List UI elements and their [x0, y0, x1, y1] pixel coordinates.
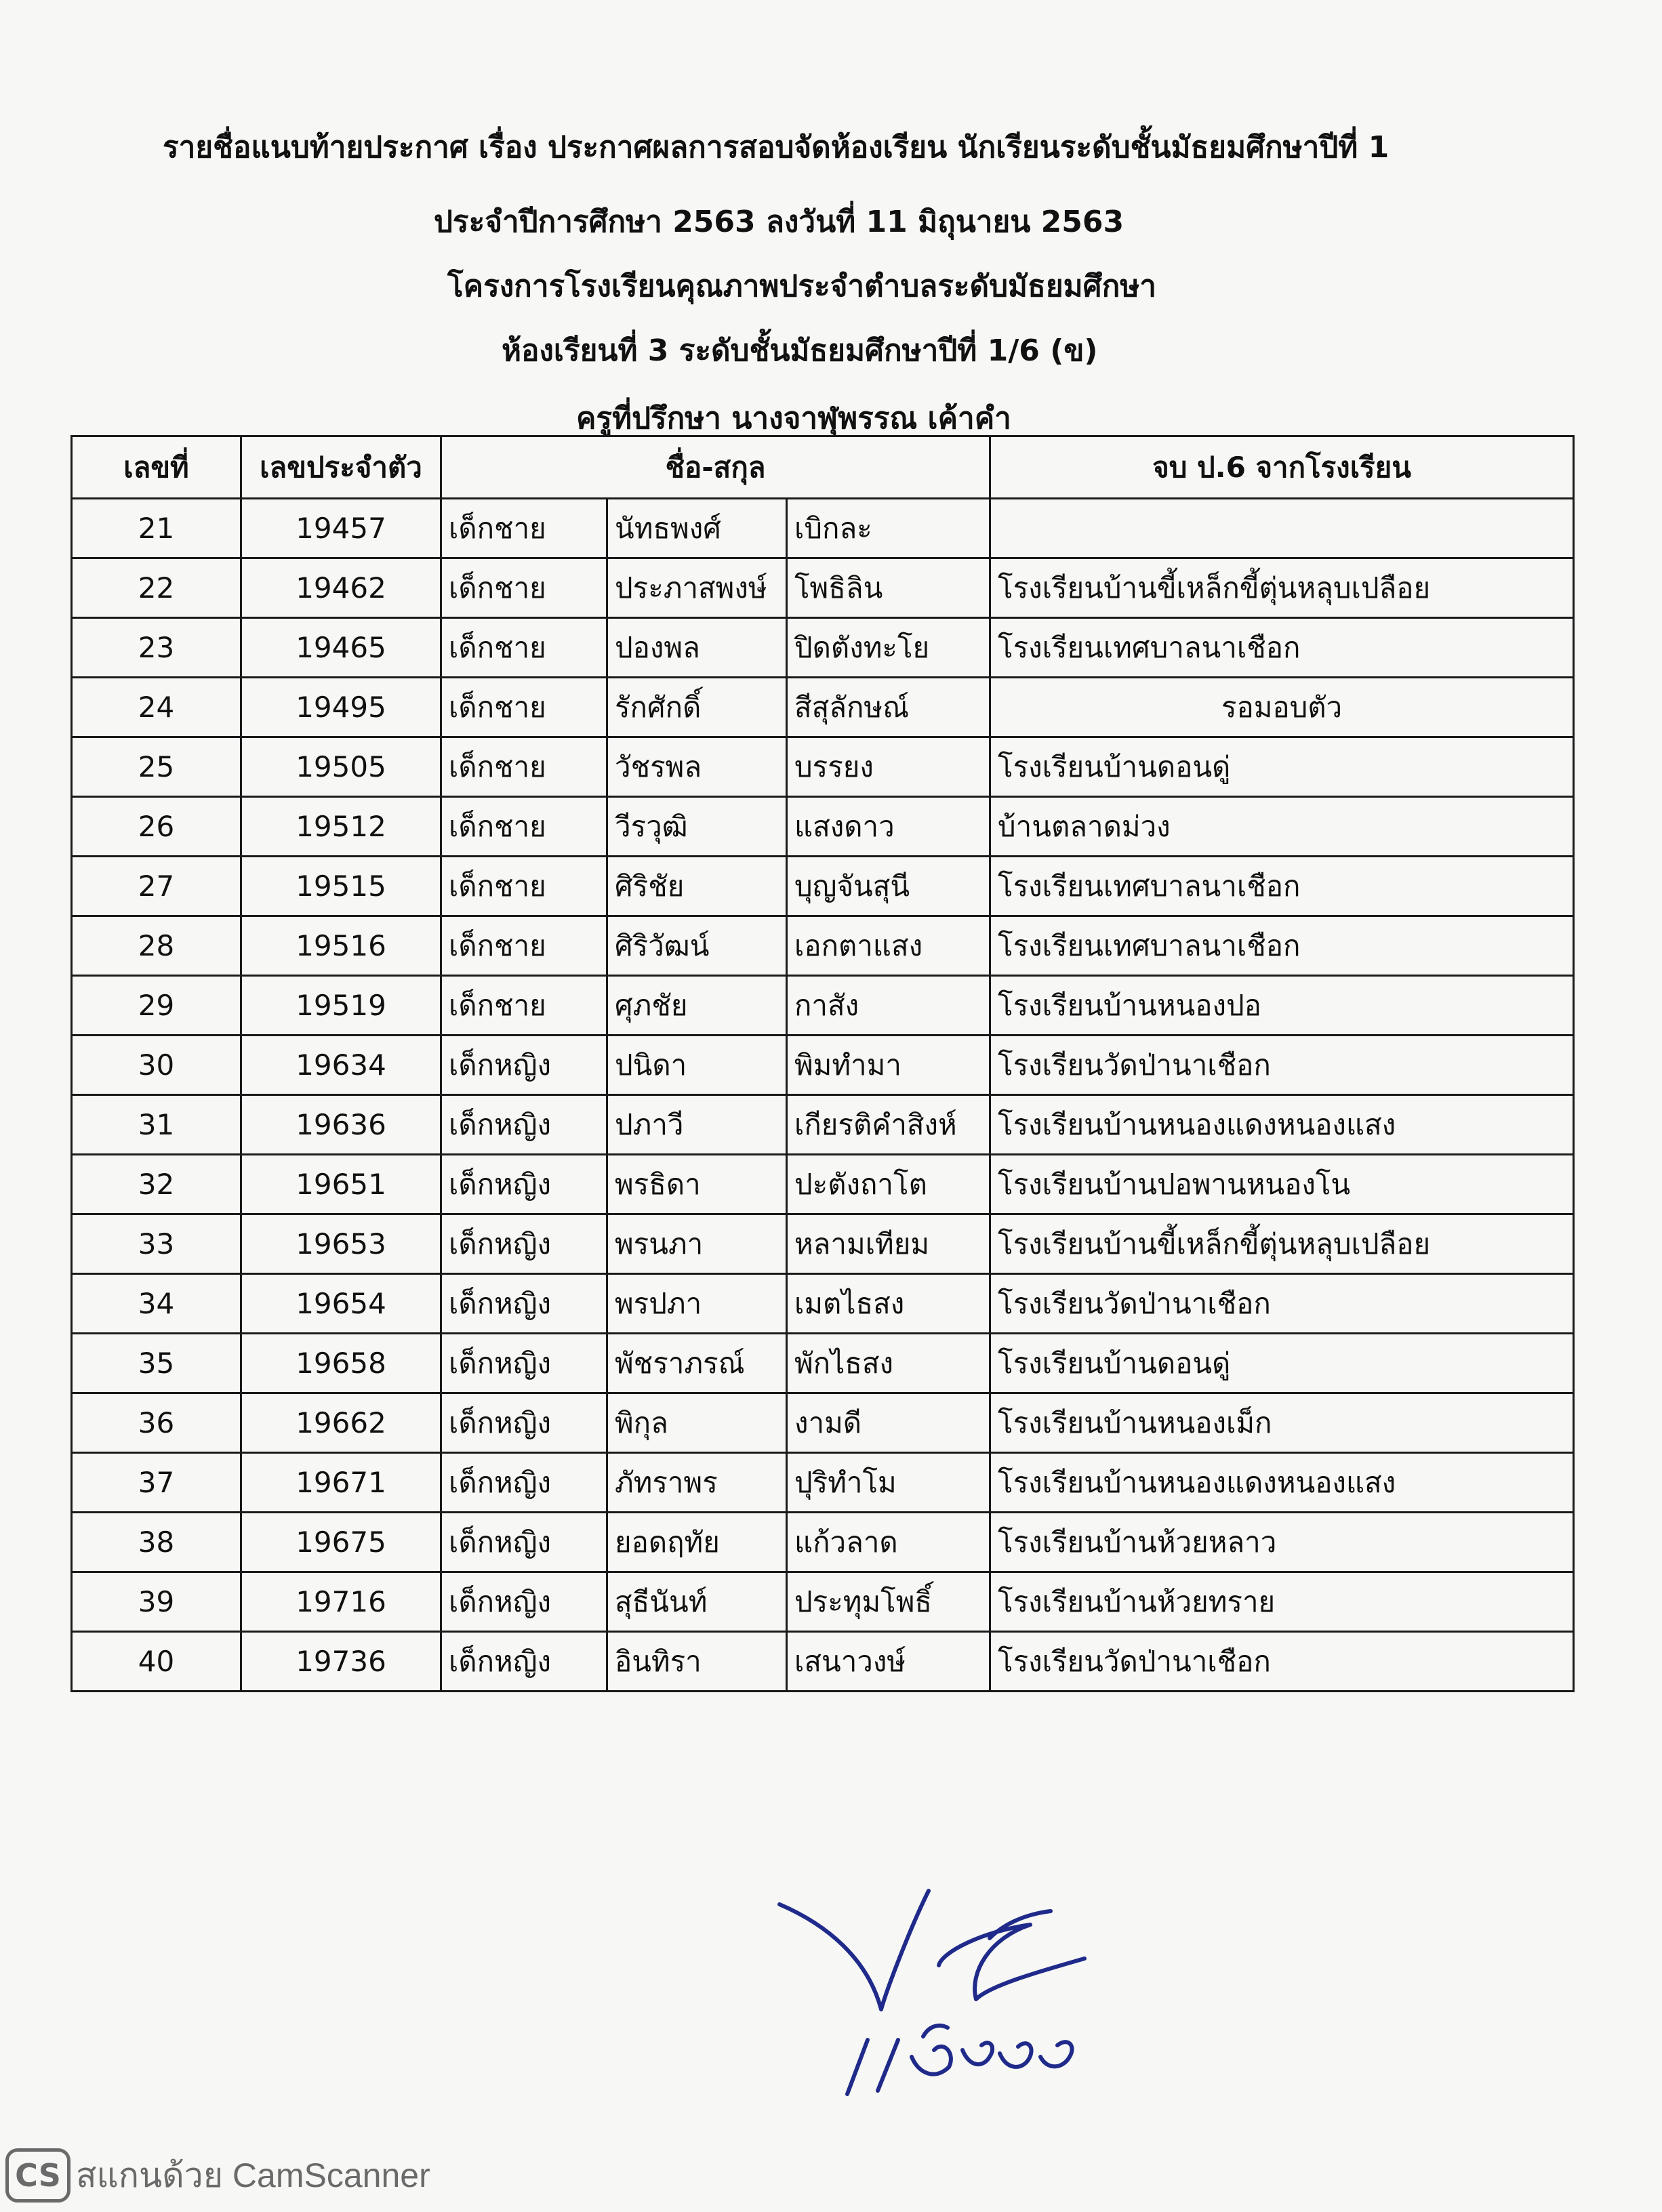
table-row	[72, 1453, 1574, 1513]
table-row	[72, 678, 1574, 737]
cell-first-name: ปนิดา	[607, 1036, 787, 1095]
table-row	[72, 857, 1574, 916]
cell-first-name: ศิริวัฒน์	[607, 916, 787, 976]
student-roster-table	[70, 435, 1575, 1692]
cell-title: เด็กหญิง	[441, 1632, 607, 1692]
cell-first-name: พรธิดา	[607, 1155, 787, 1214]
cell-student-id: 19651	[241, 1155, 441, 1214]
cell-first-name: ภัทราพร	[607, 1453, 787, 1513]
cell-student-id: 19636	[241, 1095, 441, 1155]
cell-school: โรงเรียนวัดป่านาเชือก	[990, 1632, 1574, 1692]
cell-title: เด็กชาย	[441, 499, 607, 558]
cell-title: เด็กหญิง	[441, 1453, 607, 1513]
cell-student-id: 19662	[241, 1393, 441, 1453]
cell-first-name: ศิริชัย	[607, 857, 787, 916]
cell-student-id: 19515	[241, 857, 441, 916]
cell-school	[990, 499, 1574, 558]
cell-last-name: สีสุลักษณ์	[787, 678, 990, 737]
cell-last-name: ปุริทำโม	[787, 1453, 990, 1513]
cell-title: เด็กชาย	[441, 797, 607, 857]
cell-first-name: พรปภา	[607, 1274, 787, 1334]
cell-title: เด็กหญิง	[441, 1095, 607, 1155]
table-header-row	[72, 436, 1574, 499]
cell-title: เด็กหญิง	[441, 1572, 607, 1632]
cell-last-name: กาสัง	[787, 976, 990, 1036]
cell-no: 40	[72, 1632, 241, 1692]
camscanner-watermark	[5, 2148, 430, 2203]
cell-student-id: 19462	[241, 558, 441, 618]
cell-first-name: รักศักดิ์	[607, 678, 787, 737]
cell-no: 35	[72, 1334, 241, 1393]
cell-school: โรงเรียนเทศบาลนาเชือก	[990, 857, 1574, 916]
cell-student-id: 19653	[241, 1214, 441, 1274]
cell-school: โรงเรียนบ้านหนองแดงหนองแสง	[990, 1095, 1574, 1155]
cell-student-id: 19634	[241, 1036, 441, 1095]
table-row	[72, 1274, 1574, 1334]
cell-student-id: 19516	[241, 916, 441, 976]
cell-title: เด็กหญิง	[441, 1155, 607, 1214]
cell-title: เด็กหญิง	[441, 1334, 607, 1393]
cell-last-name: พักไธสง	[787, 1334, 990, 1393]
table-row	[72, 916, 1574, 976]
cell-school: โรงเรียนบ้านปอพานหนองโน	[990, 1155, 1574, 1214]
cell-school: รอมอบตัว	[990, 678, 1574, 737]
cell-last-name: โพธิลิน	[787, 558, 990, 618]
heading-line-1: รายชื่อแนบท้ายประกาศ เรื่อง ประกาศผลการสอบจัดห้องเรียน นักเรียนระดับชั้นมัธยมศึกษาปีที่ 1	[163, 130, 1390, 165]
cell-title: เด็กชาย	[441, 737, 607, 797]
table-row	[72, 976, 1574, 1036]
cell-student-id: 19671	[241, 1453, 441, 1513]
cell-last-name: ปะตังถาโต	[787, 1155, 990, 1214]
signature-image	[766, 1884, 1240, 2108]
cell-school: โรงเรียนวัดป่านาเชือก	[990, 1274, 1574, 1334]
cell-title: เด็กชาย	[441, 976, 607, 1036]
cell-last-name: เกียรติคำสิงห์	[787, 1095, 990, 1155]
cell-no: 26	[72, 797, 241, 857]
cell-last-name: ปิดตังทะโย	[787, 618, 990, 678]
cell-first-name: ปองพล	[607, 618, 787, 678]
cell-school: โรงเรียนบ้านหนองปอ	[990, 976, 1574, 1036]
cell-first-name: วัชรพล	[607, 737, 787, 797]
cell-no: 32	[72, 1155, 241, 1214]
cell-student-id: 19457	[241, 499, 441, 558]
table-row	[72, 1095, 1574, 1155]
cell-no: 29	[72, 976, 241, 1036]
table-row	[72, 1036, 1574, 1095]
cell-no: 24	[72, 678, 241, 737]
cell-no: 25	[72, 737, 241, 797]
cell-student-id: 19675	[241, 1513, 441, 1572]
cell-first-name: ปภาวี	[607, 1095, 787, 1155]
cell-student-id: 19654	[241, 1274, 441, 1334]
cell-school: โรงเรียนบ้านดอนดู่	[990, 737, 1574, 797]
cell-student-id: 19512	[241, 797, 441, 857]
cell-last-name: บุญจันสุนี	[787, 857, 990, 916]
header-school: จบ ป.6 จากโรงเรียน	[990, 436, 1574, 499]
cell-school: โรงเรียนบ้านหนองแดงหนองแสง	[990, 1453, 1574, 1513]
cell-school: โรงเรียนบ้านหนองเม็ก	[990, 1393, 1574, 1453]
cell-no: 22	[72, 558, 241, 618]
cell-last-name: เสนาวงษ์	[787, 1632, 990, 1692]
cell-school: โรงเรียนบ้านห้วยทราย	[990, 1572, 1574, 1632]
cell-no: 38	[72, 1513, 241, 1572]
cell-no: 30	[72, 1036, 241, 1095]
cell-title: เด็กชาย	[441, 857, 607, 916]
cell-school: บ้านตลาดม่วง	[990, 797, 1574, 857]
cell-first-name: สุธีนันท์	[607, 1572, 787, 1632]
cell-title: เด็กหญิง	[441, 1214, 607, 1274]
heading-line-5: ครูที่ปรึกษา นางจาฬุพรรณ เค้าคำ	[576, 401, 1011, 436]
cell-no: 27	[72, 857, 241, 916]
cell-title: เด็กหญิง	[441, 1274, 607, 1334]
cell-student-id: 19736	[241, 1632, 441, 1692]
cell-first-name: พัชราภรณ์	[607, 1334, 787, 1393]
table-row	[72, 558, 1574, 618]
cell-last-name: แก้วลาด	[787, 1513, 990, 1572]
table-row	[72, 1393, 1574, 1453]
cell-student-id: 19519	[241, 976, 441, 1036]
cell-student-id: 19495	[241, 678, 441, 737]
table-row	[72, 618, 1574, 678]
cell-student-id: 19465	[241, 618, 441, 678]
cell-school: โรงเรียนบ้านห้วยหลาว	[990, 1513, 1574, 1572]
header-name: ชื่อ-สกุล	[441, 436, 990, 499]
table-row	[72, 1334, 1574, 1393]
cell-student-id: 19505	[241, 737, 441, 797]
heading-line-3: โครงการโรงเรียนคุณภาพประจำตำบลระดับมัธยมศึกษา	[447, 269, 1156, 304]
cell-last-name: เมตไธสง	[787, 1274, 990, 1334]
cell-school: โรงเรียนวัดป่านาเชือก	[990, 1036, 1574, 1095]
cell-last-name: หลามเทียม	[787, 1214, 990, 1274]
cell-no: 23	[72, 618, 241, 678]
table-row	[72, 1155, 1574, 1214]
table-row	[72, 797, 1574, 857]
cell-student-id: 19716	[241, 1572, 441, 1632]
cell-no: 31	[72, 1095, 241, 1155]
header-student-id: เลขประจำตัว	[241, 436, 441, 499]
cell-no: 28	[72, 916, 241, 976]
heading-line-2: ประจำปีการศึกษา 2563 ลงวันที่ 11 มิถุนายน 2563	[434, 205, 1124, 239]
cell-title: เด็กชาย	[441, 916, 607, 976]
cell-no: 39	[72, 1572, 241, 1632]
cell-title: เด็กชาย	[441, 558, 607, 618]
cell-title: เด็กหญิง	[441, 1036, 607, 1095]
cell-last-name: บรรยง	[787, 737, 990, 797]
cell-no: 37	[72, 1453, 241, 1513]
cell-last-name: ประทุมโพธิ์	[787, 1572, 990, 1632]
cell-no: 33	[72, 1214, 241, 1274]
cell-first-name: พิกุล	[607, 1393, 787, 1453]
table-row	[72, 1513, 1574, 1572]
cell-first-name: นัทธพงศ์	[607, 499, 787, 558]
cell-school: โรงเรียนเทศบาลนาเชือก	[990, 618, 1574, 678]
cell-title: เด็กชาย	[441, 618, 607, 678]
camscanner-text: สแกนด้วย CamScanner	[76, 2156, 430, 2194]
cell-title: เด็กหญิง	[441, 1513, 607, 1572]
table-row	[72, 499, 1574, 558]
header-no: เลขที่	[72, 436, 241, 499]
cell-school: โรงเรียนบ้านขี้เหล็กขี้ตุ่นหลุบเปลือย	[990, 558, 1574, 618]
table-body	[72, 499, 1574, 1692]
cell-first-name: อินทิรา	[607, 1632, 787, 1692]
heading-line-4: ห้องเรียนที่ 3 ระดับชั้นมัธยมศึกษาปีที่ 1/6 (ข)	[502, 333, 1098, 368]
table-row	[72, 1572, 1574, 1632]
cell-school: โรงเรียนบ้านขี้เหล็กขี้ตุ่นหลุบเปลือย	[990, 1214, 1574, 1274]
cell-title: เด็กชาย	[441, 678, 607, 737]
cell-first-name: ศุภชัย	[607, 976, 787, 1036]
table-row	[72, 737, 1574, 797]
cell-school: โรงเรียนบ้านดอนดู่	[990, 1334, 1574, 1393]
cell-no: 34	[72, 1274, 241, 1334]
cell-last-name: แสงดาว	[787, 797, 990, 857]
cell-last-name: งามดี	[787, 1393, 990, 1453]
camscanner-logo-icon: CS	[5, 2148, 70, 2203]
cell-school: โรงเรียนเทศบาลนาเชือก	[990, 916, 1574, 976]
cell-first-name: พรนภา	[607, 1214, 787, 1274]
cell-last-name: เบิกละ	[787, 499, 990, 558]
cell-no: 36	[72, 1393, 241, 1453]
cell-first-name: ประภาสพงษ์	[607, 558, 787, 618]
cell-last-name: เอกตาแสง	[787, 916, 990, 976]
table-row	[72, 1632, 1574, 1692]
cell-first-name: ยอดฤทัย	[607, 1513, 787, 1572]
cell-last-name: พิมทำมา	[787, 1036, 990, 1095]
cell-no: 21	[72, 499, 241, 558]
table-row	[72, 1214, 1574, 1274]
cell-first-name: วีรวุฒิ	[607, 797, 787, 857]
cell-student-id: 19658	[241, 1334, 441, 1393]
cell-title: เด็กหญิง	[441, 1393, 607, 1453]
